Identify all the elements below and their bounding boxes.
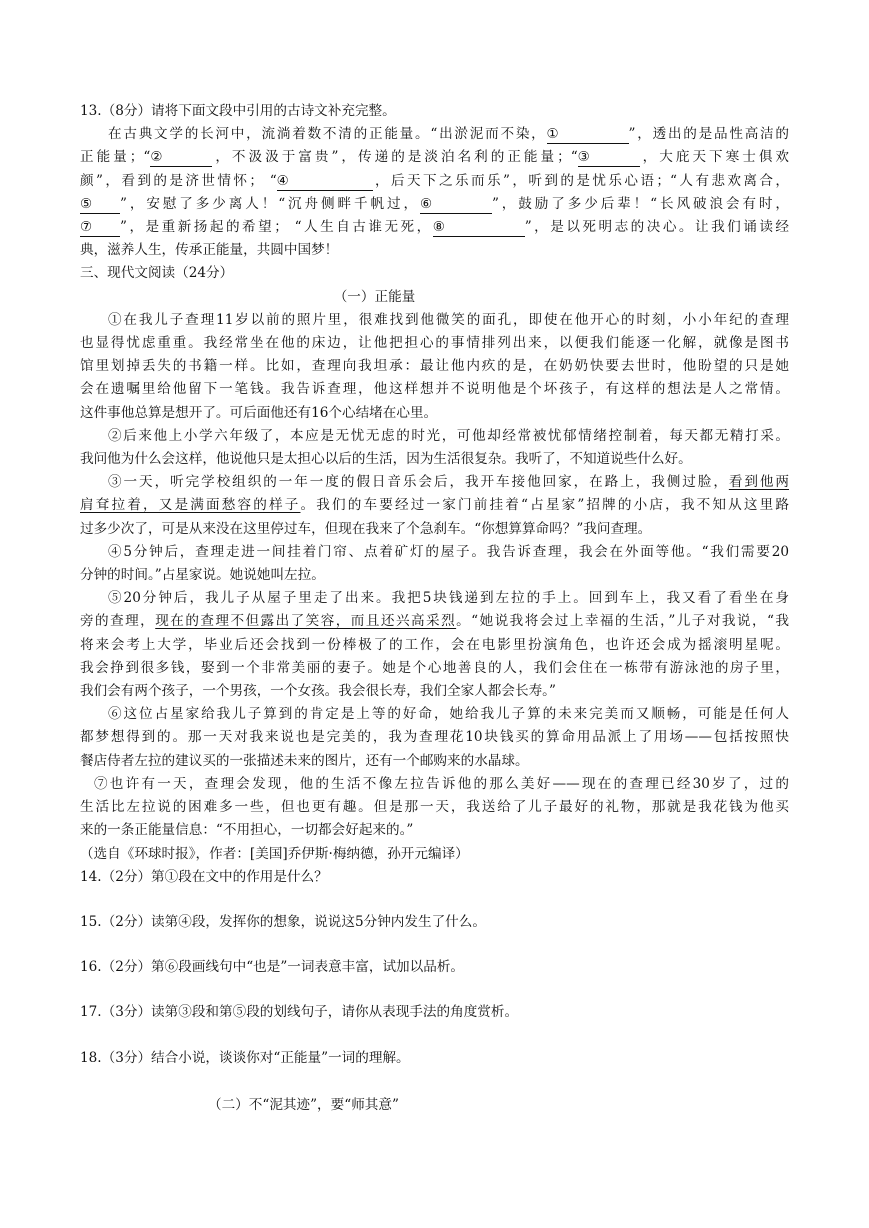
- p3-line-2: 肩耷拉着，又是满面愁容的样子。我们的车要经过一家门前挂着“占星家”招牌的小店，我不知从这里路: [80, 497, 789, 514]
- p3-line-1: ③一天，听完学校组织的一年一度的假日音乐会后，我开车接他回家，在路上，我侧过脸，看到他两: [108, 474, 790, 491]
- blank-6: ⑥: [420, 196, 492, 214]
- p6-line: 餐店侍者左拉的建议买的一张描述未来的图片，还有一个邮购来的水晶球。: [80, 752, 529, 769]
- question-16: 16.（2分）第⑥段画线句中“也是”一词表意丰富，试加以品析。: [80, 959, 465, 976]
- p5-line-2: 旁的查理，现在的查理不但露出了笑容，而且还兴高采烈。“她说我将会过上幸福的生活，”儿子对我说，“我: [80, 613, 790, 630]
- p6-line: 都梦想得到的。那一天对我来说也是完美的，我为查理花10块钱买的算命用品派上了用场——包括按照快: [80, 729, 789, 746]
- q13-line-6: 典，滋养人生，传承正能量，共圆中国梦！: [80, 242, 339, 259]
- blank-2: ②: [150, 149, 212, 167]
- p1-line: ①在我儿子查理11岁以前的照片里，很难找到他微笑的面孔，即使在他开心的时刻，小小年纪的查理: [108, 311, 789, 328]
- part2-title: （二）不“泥其迹”，要“师其意”: [208, 1096, 399, 1113]
- blank-1: ①: [547, 126, 629, 144]
- q13-line-5: ⑦ ”，是重新扬起的希望； “人生自古谁无死，⑧ ”，是以死明志的决心。让我们诵读经: [80, 219, 790, 236]
- q13-line-3: 颜”，看到的是济世情怀； “④ ，后天下之乐而乐”，听到的是忧乐心语；“人有悲欢离合，: [80, 172, 789, 189]
- p2-line: 我问他为什么会这样，他说他只是太担心以后的生活，因为生活很复杂。我听了，不知道说些什么好。: [80, 451, 692, 468]
- question-18: 18.（3分）结合小说，谈谈你对“正能量”一词的理解。: [80, 1049, 410, 1066]
- section-heading: 三、现代文阅读（24分）: [80, 265, 234, 282]
- q13-line-2: 正能量；“② ，不汲汲于富贵”，传递的是淡泊名利的正能量；“③ ，大庇天下寒士俱欢: [80, 149, 790, 166]
- p1-line: 也显得忧虑重重。我经常坐在他的床边，让他把担心的事情排列出来，以便我们能逐一化解，就像是图书: [80, 335, 789, 352]
- p1-line: 这件事他总算是想开了。可后面他还有16个心结堵在心里。: [80, 404, 438, 421]
- underlined-sentence: 看到他两: [728, 474, 790, 491]
- blank-5: ⑤: [80, 196, 120, 214]
- passage-title: （一）正能量: [333, 288, 416, 305]
- underlined-sentence: 现在的查理不但露出了笑容，而且还兴高采烈: [155, 613, 457, 630]
- question-14: 14.（2分）第①段在文中的作用是什么？: [80, 868, 328, 885]
- p7-line: ⑦也许有一天，查理会发现，他的生活不像左拉告诉他的那么美好——现在的查理已经30岁了，过的: [94, 775, 789, 792]
- p5-line-1: ⑤20分钟后，我儿子从屋子里走了出来。我把5块钱递到左拉的手上。回到车上，我又看了看坐在身: [108, 590, 789, 607]
- p4-line: 分钟的时间。”占星家说。她说她叫左拉。: [80, 567, 325, 584]
- blank-8: ⑧: [433, 219, 525, 237]
- p7-line: 来的一条正能量信息：“不用担心，一切都会好起来的。”: [80, 822, 414, 839]
- question-15: 15.（2分）读第④段，发挥你的想象，说说这5分钟内发生了什么。: [80, 913, 486, 930]
- p5-line: 我们会有两个孩子，一个男孩，一个女孩。我会很长寿，我们全家人都会长寿。”: [80, 683, 556, 700]
- underlined-sentence: 肩耷拉着，又是满面愁容的样子: [80, 497, 301, 514]
- question-17: 17.（3分）读第③段和第⑤段的划线句子，请你从表现手法的角度赏析。: [80, 1004, 519, 1021]
- p6-line: ⑥这位占星家给我儿子算到的肯定是上等的好命，她给我儿子算的未来完美而又顺畅，可能是任何人: [108, 706, 789, 723]
- p2-line: ②后来他上小学六年级了，本应是无忧无虑的时光，可他却经常被忧郁情绪控制着，每天都无精打采。: [108, 427, 789, 444]
- p4-line: ④5分钟后，查理走进一间挂着门帘、点着矿灯的屋子。我告诉查理，我会在外面等他。“我们需要20: [108, 543, 789, 560]
- p5-line: 将来会考上大学，毕业后还会找到一份棒极了的工作，会在电影里扮演角色，也许还会成为摇滚明星呢。: [80, 636, 789, 653]
- blank-3: ③: [578, 149, 640, 167]
- p5-line: 我会挣到很多钱，娶到一个非常美丽的妻子。她是个心地善良的人，我们会住在一栋带有游泳池的房子里，: [80, 659, 789, 676]
- p1-line: 馆里划掉丢失的书籍一样。比如，查理向我坦承：最让他内疚的是，在奶奶快要去世时，他盼望的只是她: [80, 358, 789, 375]
- p7-line: 生活比左拉说的困难多一些，但也更有趣。但是那一天，我送给了儿子最好的礼物，那就是我花钱为他买: [80, 799, 789, 816]
- p3-line-3: 过多少次了，可是从来没在这里停过车，但现在我来了个急刹车。“你想算算命吗？”我问查理。: [80, 520, 652, 537]
- source-citation: （选自《环球时报》，作者：[美国]乔伊斯·梅纳德，孙开元编译）: [80, 845, 469, 862]
- q13-line-1: 在古典文学的长河中，流淌着数不清的正能量。“出淤泥而不染，① ”，透出的是品性高洁的: [108, 126, 789, 143]
- q13-title: 13.（8分）请将下面文段中引用的古诗文补充完整。: [80, 103, 396, 119]
- blank-7: ⑦: [80, 219, 120, 237]
- blank-4: ④: [277, 173, 373, 191]
- q13-line-4: ⑤ ”，安慰了多少离人！“沉舟侧畔千帆过，⑥ ”，鼓励了多少后辈！“长风破浪会有时，: [80, 195, 789, 212]
- p1-line: 会在遗嘱里给他留下一笔钱。我告诉查理，他这样想并不说明他是个坏孩子，有这样的想法是人之常情。: [80, 381, 789, 398]
